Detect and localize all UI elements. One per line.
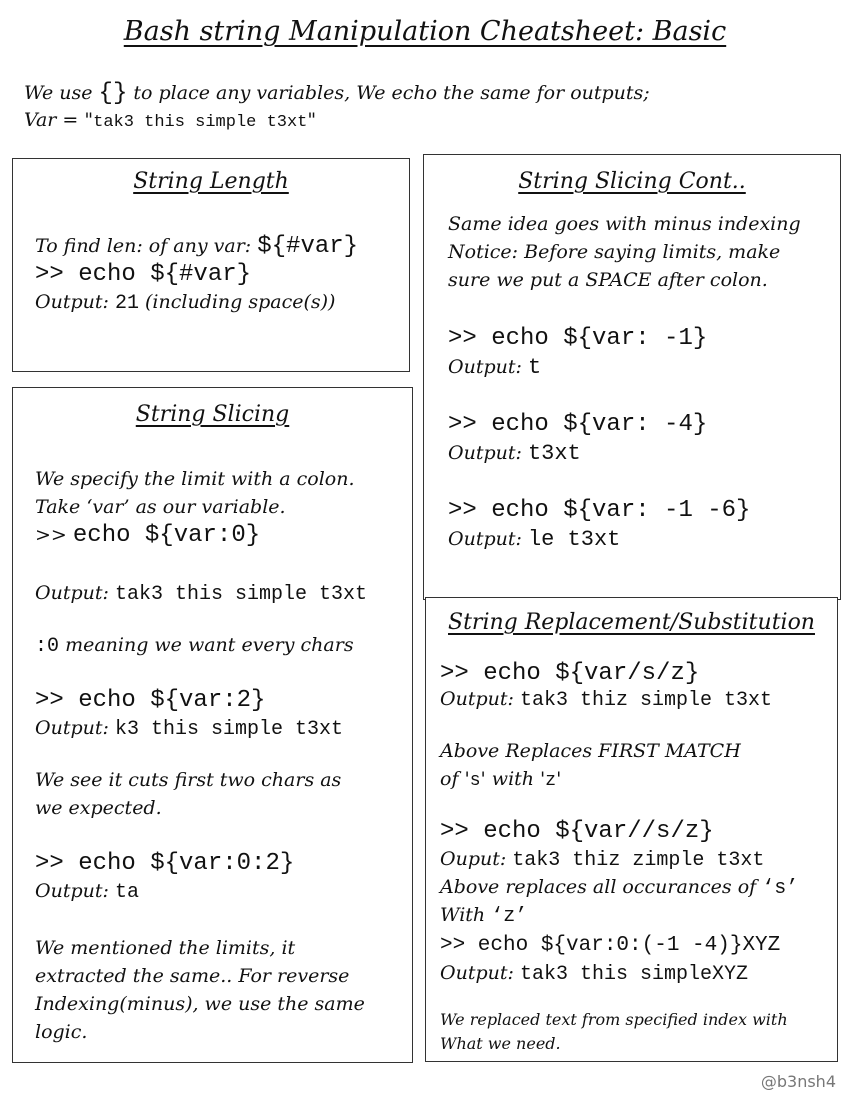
slicing-p3-line2: extracted the same.. For reverse — [35, 965, 350, 987]
slicing-cont-output-3 — [448, 527, 620, 552]
intro — [24, 80, 650, 136]
slicing-output-1 — [35, 582, 367, 606]
replacement-p2-line2 — [440, 904, 527, 928]
replacement-p1-text-c: ' — [556, 768, 562, 790]
length-output-value: 21 — [114, 292, 139, 315]
slicing-command-1 — [35, 522, 260, 549]
slicing-note-code: :0 — [35, 635, 60, 658]
intro-line-1 — [24, 80, 650, 107]
replacement-p1-s: s — [469, 771, 481, 791]
replacement-p2-line1 — [440, 876, 798, 900]
replacement-p2-text-a: Above replaces all occurances of — [440, 876, 757, 898]
length-command: >> echo ${#var} — [35, 261, 252, 288]
slicing-p1-line2: Take ‘var’ as our variable. — [35, 496, 286, 518]
slicing-cont-output-2-value: t3xt — [527, 441, 581, 466]
slicing-cont-command-3: >> echo ${var: -1 -6} — [448, 497, 751, 524]
slicing-p3-line4: logic. — [35, 1021, 88, 1043]
string-slicing-title: String Slicing — [135, 402, 290, 427]
slicing-output-1-value: tak3 this simple t3xt — [114, 583, 367, 606]
string-replacement-title: String Replacement/Substitution — [448, 610, 815, 635]
slicing-command-1-code: echo ${var:0} — [72, 522, 261, 549]
slicing-output-2-label: Output: — [35, 717, 109, 739]
replacement-output-1-label: Output: — [440, 688, 514, 710]
slicing-p3-line3: Indexing(minus), we use the same — [35, 993, 365, 1015]
replacement-p2-text-b: With — [440, 904, 486, 926]
slicing-p2-line1: We see it cuts first two chars as — [35, 769, 342, 791]
string-replacement-box — [425, 597, 838, 1062]
intro-text-a: We use — [24, 82, 93, 104]
author-credit: @b3nsh4 — [760, 1072, 836, 1091]
intro-line-2 — [24, 107, 650, 136]
intro-braces: {} — [98, 80, 128, 107]
slicing-output-3-label: Output: — [35, 880, 109, 902]
replacement-p3-line2: What we need. — [440, 1034, 561, 1053]
slicing-p2-line2: we expected. — [35, 797, 162, 819]
replacement-p1-line1: Above Replaces FIRST MATCH — [440, 740, 741, 762]
string-slicing-box — [12, 387, 413, 1063]
replacement-output-1-value: tak3 thiz simple t3xt — [519, 689, 772, 712]
length-find-label: To find len: of any var: — [35, 235, 252, 257]
slicing-cont-output-3-value: le t3xt — [527, 527, 621, 552]
slicing-p3-line1: We mentioned the limits, it — [35, 937, 296, 959]
slicing-cont-output-2-label: Output: — [448, 442, 522, 464]
slicing-cont-p1-line1: Same idea goes with minus indexing — [448, 213, 801, 235]
replacement-p1-text-b: ' with ' — [480, 768, 546, 790]
replacement-command-1: >> echo ${var/s/z} — [440, 660, 700, 687]
slicing-cont-p1-line3: sure we put a SPACE after colon. — [448, 269, 768, 291]
slicing-cont-p1-line2: Notice: Before saying limits, make — [448, 241, 781, 263]
length-find-line — [35, 233, 358, 260]
slicing-note — [35, 634, 354, 658]
string-slicing-cont-box — [423, 154, 841, 600]
replacement-output-3 — [440, 962, 748, 986]
length-find-code: ${#var} — [257, 233, 359, 260]
slicing-cont-output-2 — [448, 441, 581, 466]
slicing-note-text: meaning we want every chars — [65, 634, 354, 656]
intro-text-b: to place any variables, We echo the same for outputs; — [133, 82, 650, 104]
length-output-label: Output: — [35, 291, 109, 313]
replacement-output-2 — [440, 848, 764, 872]
string-slicing-cont-title: String Slicing Cont.. — [518, 169, 746, 194]
replacement-output-2-value: tak3 thiz zimple t3xt — [512, 849, 765, 872]
length-output — [35, 291, 335, 315]
length-output-note: (including space(s)) — [145, 291, 336, 313]
intro-var-label: Var = " — [24, 109, 94, 131]
slicing-cont-output-1 — [448, 355, 541, 380]
string-length-box — [12, 158, 410, 372]
replacement-p1-z: z — [545, 771, 557, 791]
slicing-command-3: >> echo ${var:0:2} — [35, 850, 295, 877]
replacement-p3-line1: We replaced text from specified index with — [440, 1010, 788, 1029]
intro-var-value: tak3 this simple t3xt — [93, 113, 308, 132]
slicing-output-2 — [35, 717, 343, 741]
slicing-output-2-value: k3 this simple t3xt — [114, 718, 343, 741]
slicing-cont-command-1: >> echo ${var: -1} — [448, 325, 708, 352]
replacement-output-3-label: Output: — [440, 962, 514, 984]
replacement-p1-line2 — [440, 768, 561, 791]
slicing-cont-output-1-value: t — [527, 355, 542, 380]
slicing-output-3-value: ta — [114, 881, 139, 904]
slicing-p1-line1: We specify the limit with a colon. — [35, 468, 355, 490]
slicing-output-3 — [35, 880, 139, 904]
string-length-title: String Length — [133, 169, 289, 194]
slicing-command-1-prompt: >> — [35, 524, 67, 546]
replacement-command-2: >> echo ${var//s/z} — [440, 818, 714, 845]
slicing-output-1-label: Output: — [35, 582, 109, 604]
replacement-command-3: >> echo ${var:0:(-1 -4)}XYZ — [440, 934, 781, 957]
page-title: Bash string Manipulation Cheatsheet: Basic — [123, 16, 727, 47]
replacement-output-3-value: tak3 this simpleXYZ — [519, 963, 748, 986]
replacement-p1-text-a: of ' — [440, 768, 470, 790]
replacement-p2-z: ‘z’ — [491, 905, 528, 928]
intro-var-close: " — [307, 109, 317, 131]
slicing-cont-output-3-label: Output: — [448, 528, 522, 550]
replacement-p2-s: ‘s’ — [762, 877, 799, 900]
replacement-output-2-label: Ouput: — [440, 848, 507, 870]
slicing-cont-command-2: >> echo ${var: -4} — [448, 411, 708, 438]
slicing-cont-output-1-label: Output: — [448, 356, 522, 378]
replacement-output-1 — [440, 688, 772, 712]
slicing-command-2: >> echo ${var:2} — [35, 687, 266, 714]
